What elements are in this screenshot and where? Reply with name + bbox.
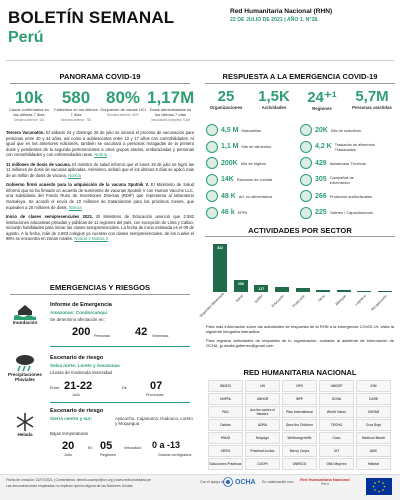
response-item-value: 225 (315, 209, 327, 216)
stat-label: Regiones (312, 106, 332, 111)
covid-section-line (10, 83, 190, 84)
ppe-icon (206, 207, 218, 219)
covid-stat-doses (147, 88, 194, 122)
food-icon (206, 141, 218, 153)
rain-provinces-number: 07 (150, 380, 163, 392)
partner-logo: OCHA (319, 393, 354, 405)
chart-bar (316, 290, 330, 292)
emergencies-section-line (10, 294, 190, 295)
response-item-value: 4,5 M (221, 126, 239, 134)
partner-logo: UNICEF (319, 380, 354, 392)
partner-logo: UNHCR (245, 393, 280, 405)
response-item-value: 48 K (221, 192, 236, 200)
rain-heading: Escenario de riesgo (50, 355, 104, 361)
chart-category-label: Albergue (334, 294, 347, 307)
frost-heading: Escenario de riesgo (50, 408, 104, 414)
sector-section-line (205, 236, 395, 237)
box-icon (206, 190, 218, 202)
network-name: Red Humanitaria Nacional (RHN) (230, 8, 333, 15)
rhn-logo (300, 477, 350, 486)
rain-between-label: Entre: (50, 386, 61, 390)
news-heading: Gobierno firmó acuerdo para la adquisición de la vacuna Sputnik V. (6, 182, 149, 188)
tech-icon (300, 157, 312, 169)
chart-bar (275, 287, 289, 292)
partner-logo: Medicus Mundi (356, 432, 391, 444)
flood-houses-number: 42 (135, 326, 148, 338)
partner-logo: CARE (356, 393, 391, 405)
rain-zone: Selva norte: Loreto y Amazonas (50, 363, 120, 368)
partner-logo: PNUD (208, 432, 243, 444)
response-section-line (205, 83, 395, 84)
partner-logo: AMC (356, 445, 391, 457)
response-item (206, 190, 300, 202)
partner-logo: Cuso (319, 432, 354, 444)
chart-bar (378, 291, 392, 293)
truck-icon (300, 141, 312, 153)
covid-news (6, 130, 194, 242)
frost-block-icon (6, 412, 44, 452)
partners-logo-grid (208, 380, 394, 472)
rain-icon (14, 354, 36, 372)
response-item (206, 157, 300, 169)
news-text: El sábado 24 y domingo 25 de julio se iniciará el proceso de vacunación para personas entre 40 y 44 años, así como a adolescentes entre 12 y 17 años con comorbilidades. Al igual que en las anteriores ediciones, también se vacunará a personas rezagadas de la primera dosis y pendientes de la segunda pertenecientes a otros grupos etarios, embarazadas y personas con comorbilidades y con enfermedades raras. (6, 130, 195, 158)
sector-bar-chart (199, 240, 395, 319)
bulletin-date: 22 DE JULIO DE 2021 | AÑO 1. N°28. (230, 17, 319, 23)
partner-logo: ADRA (245, 419, 280, 431)
footer-support-label: Con el apoyo de: (200, 480, 226, 484)
news-link[interactable]: Noticia (68, 204, 82, 210)
partner-logo: Caritas (208, 419, 243, 431)
frost-en-label: En (88, 446, 93, 450)
chart-data-label: 206 (237, 281, 244, 286)
flood-label: Inundación (12, 320, 38, 325)
response-item (300, 174, 394, 186)
rhn-logo-text: Red Humanitaria Nacional (300, 477, 350, 482)
partner-logo: OXFAM (356, 406, 391, 418)
stat-value: 1,17M (147, 88, 195, 107)
partner-logo: UNESCO (282, 458, 317, 470)
flood-block-icon (10, 302, 40, 342)
response-item-value: 266 (315, 192, 327, 200)
news-text: El ministro de salud informó que el lunes 19 de julio se logró las 11 millones de dosis de vacunas aplicadas. Asimismo, señaló que el los últimos 6 días se aplicó más de un millón de dosis de vacuna. (6, 161, 194, 178)
partner-logo: FAO (208, 406, 243, 418)
stat-sub: Semana anterior: 80% (107, 112, 139, 117)
partner-logo: COOPI (245, 458, 280, 470)
news-heading: 11 millones de dosis de vacuna. (6, 161, 71, 167)
footer-line-2: Las denominaciones empleadas no implican opinión alguna de las Naciones Unidas. (6, 484, 134, 488)
response-item-value: 46 k (221, 209, 235, 216)
stat-label: Dosis administradas en los últimos 7 días (149, 107, 192, 117)
stat-label: Actividades (261, 105, 287, 110)
response-item (300, 157, 394, 169)
stat-sub: Vacunación completa: 5.6M (150, 117, 191, 122)
news-item (6, 130, 194, 158)
partner-logo: UN (245, 380, 280, 392)
frost-regions-label: Regiones (100, 453, 117, 457)
partner-logo: Cruz Roja (356, 419, 391, 431)
news-link[interactable]: Noticia 1 Noticia 2 (74, 236, 108, 242)
stat-label: Casos confirmados en las últimas 7 días (9, 107, 49, 117)
sector-section-title: ACTIVIDADES POR SECTOR (248, 226, 352, 235)
stat-value: 10k (14, 88, 44, 107)
hygiene-icon (206, 157, 218, 169)
response-item-label: Asistencias Técnicas (329, 160, 366, 166)
mask-icon (206, 124, 218, 136)
partner-logo: Save the Children (282, 419, 317, 431)
chart-bar (357, 291, 371, 293)
chart-category-label: Protección (291, 294, 306, 309)
partner-logo: UNFPA (208, 393, 243, 405)
response-item-label: Talleres / Capacitaciones (329, 210, 373, 215)
response-item-value: 4,2 K (315, 143, 332, 150)
response-item (206, 141, 300, 153)
partner-logo: INDECI (208, 380, 243, 392)
kit-icon (300, 124, 312, 136)
response-section-title: RESPUESTA A LA EMERGENCIA COVID-19 (222, 72, 378, 81)
partner-logo: TECHO (319, 419, 354, 431)
rain-divider (50, 402, 190, 403)
flood-place: Amazonas: Condorcanqui (50, 310, 107, 315)
partner-logo: Hábitat (356, 458, 391, 470)
partner-logo: ONU Mujeres (319, 458, 354, 470)
partner-logo: Mercy Corps (282, 445, 317, 457)
response-item (300, 190, 394, 202)
stat-sub: Semana anterior: 700 (60, 117, 92, 122)
sector-note-2: Para registrar actividades de respuesta de tu organización, contacte al asistente de información de OCHA, jp.davila.gutierrez@gmail.com (206, 338, 394, 349)
stat-sub: Semana anterior: 11k (13, 117, 45, 122)
footer-collab-label: En colaboración con: (262, 480, 294, 484)
response-item (300, 141, 394, 153)
covid-stat-cases (6, 88, 52, 122)
news-text: El Ministerio de Educación anunció que 2.582 instituciones educativas privadas y públicas de 11 regiones del país, con excepción de Lima y Callao, iniciarán habilidades para iniciar las clases semipresenciales. La fecha de inicio estimada es el 09 de agosto. A la fecha, más de 2,683 colegios ya cuentan con clases semipresenciales, de los cuales el 96% se encuentra en zonas rurales. (6, 214, 195, 242)
news-item (6, 214, 194, 242)
stat-label: Organizaciones (209, 105, 243, 110)
chart-category-label: Salud (234, 294, 244, 303)
rain-dates: 21-22 (64, 380, 93, 392)
chart-data-label: 822 (217, 246, 224, 250)
response-item-label: Kits de alimentos (241, 144, 272, 149)
response-item (206, 124, 300, 136)
partner-logo: OIT (319, 445, 354, 457)
response-stat-people (347, 88, 397, 110)
partner-logo: OPS (282, 380, 317, 392)
chart-category-label: Recuperación (369, 294, 388, 312)
response-item-label: Traslados de alimentos Trasladados (334, 141, 375, 152)
news-heading: Tercera Vacunatón. (6, 130, 45, 135)
eu-flag-icon (366, 478, 392, 495)
partner-logo: Acción contra el Hambre (245, 406, 280, 418)
frost-desc: Bajas temperaturas (50, 431, 89, 436)
frost-day-sub: Julio (64, 453, 72, 457)
response-item-label: Productos audiovisuales (329, 193, 372, 199)
flood-people-number: 200 (72, 326, 91, 338)
ocha-logo (223, 477, 256, 487)
flood-people-label: Personas (94, 334, 111, 338)
response-item-value: 305 (315, 176, 327, 183)
covid-stat-icu (100, 88, 146, 117)
response-stat-regions (299, 88, 345, 111)
megaphone-icon (300, 174, 312, 186)
partner-logo: Welthungerhilfe (282, 432, 317, 444)
un-emblem-icon (223, 477, 233, 487)
response-item-label: Kits de higiene (240, 160, 267, 166)
country-title: Perú (8, 29, 44, 46)
sector-note-1: Para más información sobre las actividades de respuesta de la RHN a la emergencia COVID-19, visita la siguiente infografía interactiva. (206, 324, 394, 335)
response-item-label: Campañas de información (329, 174, 354, 185)
chart-category-label: Seguridad Alimentaria (199, 291, 226, 319)
bulletin-title: BOLETÍN SEMANAL (8, 8, 175, 27)
stat-value: 24⁺¹ (307, 89, 337, 106)
partner-logo: Soluciones Prácticas (208, 458, 243, 470)
response-item-value: 14K (221, 176, 234, 183)
frost-velocity-label: Velocidad: (124, 446, 142, 450)
covid-section-title: PANORAMA COVID-19 (59, 72, 141, 81)
flood-icon (14, 302, 36, 320)
response-item-label: Kits de colectivos (330, 127, 361, 133)
chart-bar (213, 244, 227, 292)
rain-provinces-label: Provincias (146, 393, 164, 397)
rain-de-label: De (122, 386, 127, 390)
rain-dates-sub: Julio (72, 393, 80, 397)
response-item-value: 1,1 M (221, 143, 239, 150)
chart-category-label: Logística (354, 294, 367, 307)
frost-zone: Sierra centro y sur: (50, 416, 93, 421)
response-item (206, 174, 300, 186)
response-item-label: EPPs (237, 210, 248, 215)
chart-bar (296, 288, 310, 292)
partner-logo: HelpAge (245, 432, 280, 444)
rain-desc: Lluvias de moderada intensidad (50, 370, 112, 375)
chart-data-label: 117 (258, 287, 265, 292)
meal-icon (206, 174, 218, 186)
response-item (300, 207, 394, 219)
news-link[interactable]: Noticia (68, 172, 81, 178)
news-link[interactable]: Noticia (94, 152, 108, 158)
chart-category-label: Educación (270, 294, 285, 309)
workshop-icon (300, 207, 312, 219)
rain-block-icon (6, 354, 44, 398)
flood-divider (50, 346, 190, 347)
partner-logo: IOM (356, 380, 391, 392)
emergencies-section-title: EMERGENCIAS Y RIESGOS (49, 283, 151, 292)
covid-stats (6, 88, 194, 128)
frost-label: Helada (17, 432, 33, 437)
response-stat-orgs (203, 88, 249, 110)
ocha-text: OCHA (235, 478, 256, 486)
partner-logo: WFP (282, 393, 317, 405)
stat-label: Personas asistidas (352, 105, 392, 110)
frost-temperature: 0 a -13 (152, 440, 181, 450)
stat-value: 580 (61, 88, 91, 107)
video-icon (300, 190, 312, 202)
chart-category-label: WASH (254, 294, 265, 304)
news-text: El Ministerio de Salud informó que se ha firmado un acuerdo de suministro de vacunas Sputnik V con Human Vaccine LLC, una subsidiaria del Fondo Ruso de Inversiones Directas (RDIF) que representa al laboratorio Gamaleya. Se acordó el envío de 10 millones de tratamientos para los próximos meses, que equivalen a 20 millones de dosis. (6, 182, 194, 210)
response-item-value: 429 (315, 159, 327, 167)
frost-day: 20 (62, 440, 75, 452)
rain-label: Precipitaciones Pluviales (8, 372, 42, 382)
partner-logo: Practical Action (245, 445, 280, 457)
stat-value: 1,5K (258, 88, 290, 105)
response-item-label: Raciones de comida (236, 177, 273, 182)
flood-heading: Informe de Emergencia (50, 302, 112, 308)
covid-stat-deaths (53, 88, 99, 122)
flood-desc: Se determinó afectación en: (50, 317, 105, 322)
response-stat-activities (251, 88, 297, 110)
partners-section-title: RED HUMANITARIA NACIONAL (243, 368, 357, 377)
stat-label: Ocupación de camas UCI (100, 107, 146, 112)
news-item (6, 182, 194, 210)
flood-houses-label: Viviendas (152, 334, 169, 338)
response-item (300, 124, 394, 136)
stat-value: 80% (105, 88, 141, 107)
stat-label: Fallecidos en los últimos 7 días (54, 107, 98, 117)
header-divider (6, 60, 394, 61)
frost-temperature-sub: Grados centígrados (158, 453, 192, 457)
partner-logo: World Vision (319, 406, 354, 418)
response-stats (203, 88, 397, 118)
stat-value: 25 (217, 88, 235, 105)
news-item (6, 162, 194, 179)
snowflake-icon (15, 412, 35, 432)
chart-category-label: Otros (317, 294, 326, 303)
frost-places: Ayacucho, Cajamarca, Huánuco, Loreto y Moquegua (115, 416, 193, 426)
partner-logo: CESVI (208, 445, 243, 457)
response-item-value: 20K (315, 126, 328, 134)
news-heading: Inicio de clases semipresenciales 2021. (6, 214, 94, 220)
response-item (206, 207, 300, 219)
frost-regions-number: 05 (100, 440, 113, 452)
stat-value: 5,7M (355, 88, 389, 105)
chart-bar (337, 290, 351, 292)
response-item-label: Mascarillas (241, 127, 261, 133)
rhn-logo-sub: Perú (320, 482, 329, 486)
partner-logo: Plan International (282, 406, 317, 418)
response-item-label: Art. no alimentarios (238, 193, 273, 199)
response-item-value: 200K (221, 159, 238, 167)
footer-line-1: Fecha de creación: 22/07/2021 | Comentarios: dennis.ocampo@un.org | www.redhumanitaria.pe (6, 478, 151, 482)
